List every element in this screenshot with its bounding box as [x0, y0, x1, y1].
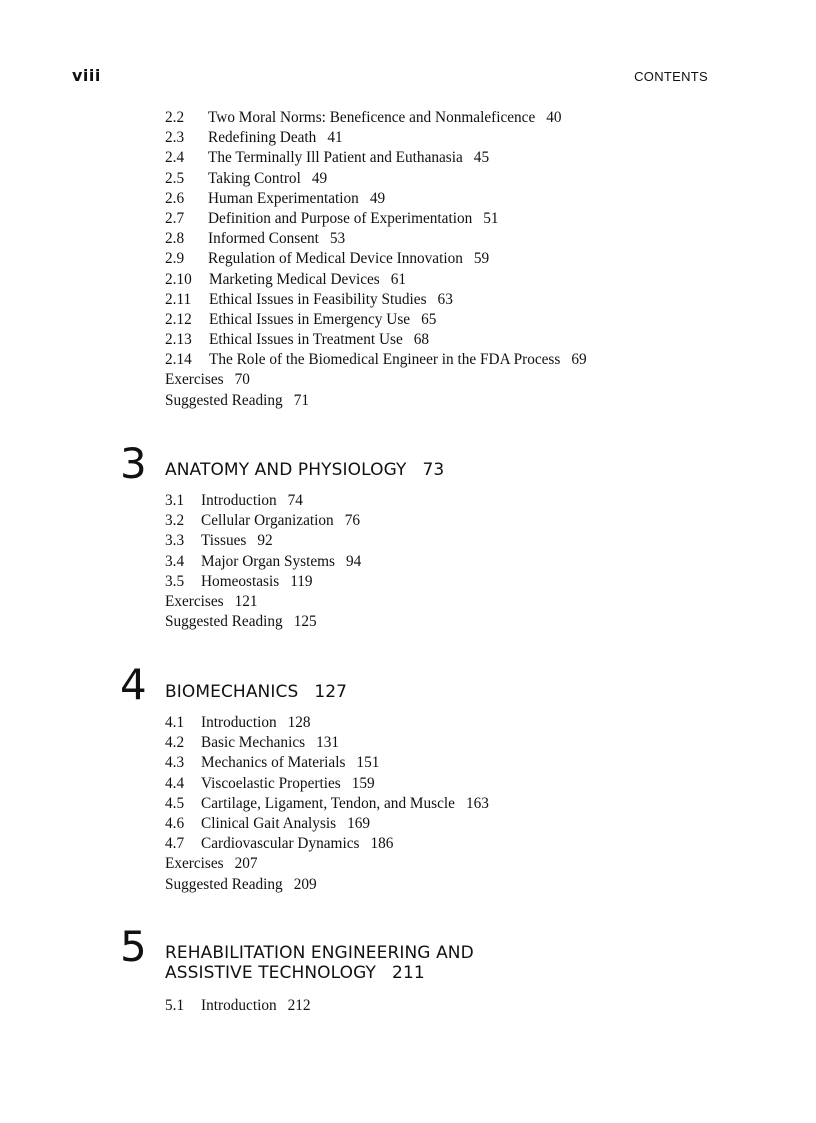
chapter-title-line: ASSISTIVE TECHNOLOGY 211: [165, 963, 425, 983]
chapter-5-entries: [165, 996, 311, 1016]
toc-entry: 3.4 Major Organ Systems 94: [165, 552, 362, 570]
toc-entry: 3.3 Tissues 92: [165, 532, 273, 550]
toc-exercises: Exercises 70: [165, 371, 250, 389]
toc-entry: 4.2 Basic Mechanics 131: [165, 734, 340, 752]
toc-exercises: Exercises 207: [165, 855, 258, 873]
toc-entry: 2.8 Informed Consent 53: [165, 230, 346, 248]
toc-entry: 2.12 Ethical Issues in Emergency Use 65: [165, 310, 437, 328]
toc-entry: 2.5 Taking Control 49: [165, 169, 328, 187]
toc-exercises: Exercises 121: [165, 592, 258, 610]
toc-entry: 4.6 Clinical Gait Analysis 169: [165, 814, 371, 832]
running-title: CONTENTS: [634, 69, 708, 84]
toc-entry: 3.5 Homeostasis 119: [165, 572, 313, 590]
toc-entry: 2.13 Ethical Issues in Treatment Use 68: [165, 331, 430, 349]
toc-entry: 2.14 The Role of the Biomedical Engineer in the FDA Process 69: [165, 351, 587, 369]
chapter-2-entries: [165, 108, 587, 411]
toc-entry: 4.4 Viscoelastic Properties 159: [165, 774, 375, 792]
toc-entry: 2.9 Regulation of Medical Device Innovation 59: [165, 250, 490, 268]
toc-entry: 4.5 Cartilage, Ligament, Tendon, and Muscle 163: [165, 794, 489, 812]
toc-entry: 5.1 Introduction 212: [165, 997, 311, 1014]
toc-suggested-reading: Suggested Reading 125: [165, 613, 317, 631]
toc-suggested-reading: Suggested Reading 209: [165, 875, 317, 893]
chapter-number: 3: [120, 439, 147, 488]
chapter-number: 5: [120, 922, 147, 971]
toc-entry: 3.2 Cellular Organization 76: [165, 512, 360, 530]
toc-entry: 2.7 Definition and Purpose of Experimentation 51: [165, 209, 499, 227]
page-number: viii: [72, 66, 101, 85]
toc-suggested-reading: Suggested Reading 71: [165, 391, 309, 409]
toc-entry: 2.3 Redefining Death 41: [165, 129, 343, 147]
toc-entry: 2.6 Human Experimentation 49: [165, 189, 386, 207]
chapter-number: 4: [120, 660, 147, 709]
toc-entry: 3.1 Introduction 74: [165, 492, 303, 509]
toc-entry: 4.7 Cardiovascular Dynamics 186: [165, 835, 394, 853]
chapter-title-line: REHABILITATION ENGINEERING AND: [165, 943, 474, 963]
chapter-3-entries: [165, 491, 361, 632]
chapter-title: ANATOMY AND PHYSIOLOGY 73: [165, 460, 445, 480]
toc-entry: 4.3 Mechanics of Materials 151: [165, 754, 380, 772]
toc-entry: 2.10 Marketing Medical Devices 61: [165, 270, 407, 288]
toc-entry: 2.2 Two Moral Norms: Beneficence and Nonmaleficence 40: [165, 109, 562, 126]
chapter-4-entries: [165, 713, 489, 895]
toc-entry: 2.4 The Terminally Ill Patient and Euthanasia 45: [165, 149, 490, 167]
chapter-title: BIOMECHANICS 127: [165, 682, 348, 702]
chapter-title: [165, 943, 474, 983]
toc-entry: 4.1 Introduction 128: [165, 714, 311, 731]
toc-entry: 2.11 Ethical Issues in Feasibility Studies 63: [165, 290, 453, 308]
